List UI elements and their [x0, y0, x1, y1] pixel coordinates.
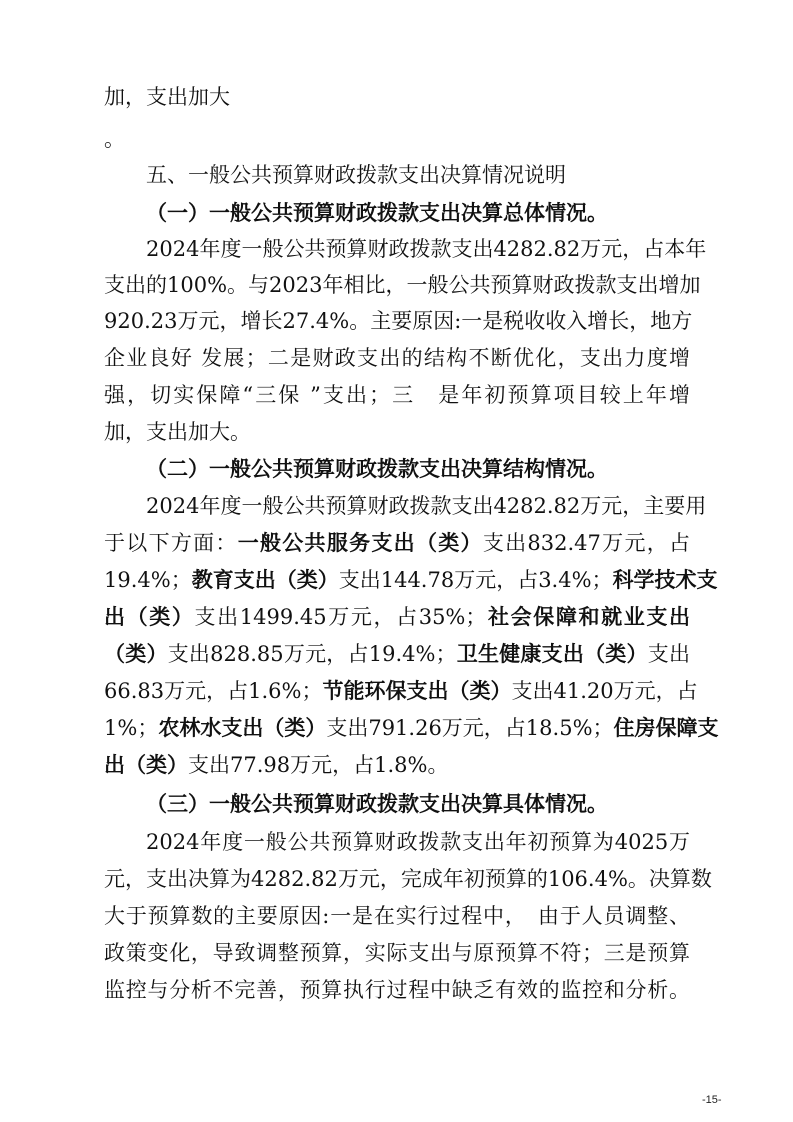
subsection-heading: （二）一般公共预算财政拨款支出决算结构情况。	[146, 457, 608, 481]
paragraph-line: 监控与分析不完善，预算执行过程中缺乏有效的监控和分析。	[104, 978, 690, 1002]
paragraph-line: 2024年度一般公共预算财政拨款支出4282.82万元，占本年	[146, 237, 707, 261]
text-line: 。	[104, 127, 125, 151]
paragraph-line	[104, 524, 690, 562]
paragraph-line: 元，支出决算为4282.82万元，完成年初预算的106.4%。决算数	[104, 867, 712, 891]
paragraph-line: 2024年度一般公共预算财政拨款支出4282.82万元，主要用	[146, 494, 707, 518]
text-run: 1%；	[104, 716, 159, 740]
paragraph-line	[104, 561, 718, 599]
subsection-heading: （一）一般公共预算财政拨款支出决算总体情况。	[146, 201, 608, 225]
paragraph-line: 政策变化，导致调整预算，实际支出与原预算不符；三是预算	[104, 941, 690, 965]
category-label: 节能环保支出（类）	[322, 679, 512, 703]
text-run: 19.4%；	[104, 568, 192, 592]
paragraph-line: 2024年度一般公共预算财政拨款支出年初预算为4025万	[146, 830, 690, 854]
text-run: 66.83万元，占1.6%；	[104, 679, 323, 703]
text-run: 支出832.47万元，占	[482, 531, 691, 555]
paragraph-line: 企业良好 发展；二是财政支出的结构不断优化，支出力度增	[104, 346, 690, 370]
category-label: 卫生健康支出（类）	[456, 642, 648, 666]
text-run: 支出144.78万元，占3.4%；	[338, 568, 613, 592]
paragraph-line: 920.23万元，增长27.4%。主要原因:一是税收收入增长，地方	[104, 309, 693, 333]
text-run: 支出	[647, 642, 691, 666]
text-run: 支出791.26万元，占18.5%；	[326, 716, 614, 740]
paragraph-line: 支出的100%。与2023年相比，一般公共预算财政拨款支出增加	[104, 273, 701, 297]
paragraph-line: 加，支出加大。	[104, 420, 251, 444]
paragraph-line	[104, 635, 690, 673]
paragraph-line	[104, 598, 690, 636]
page-number: -15-	[702, 1094, 722, 1106]
category-label: 出（类）	[104, 753, 188, 777]
category-label: 一般公共服务支出（类）	[237, 531, 483, 555]
category-label: 社会保障和就业支出	[486, 605, 691, 629]
text-run: 支出77.98万元，占1.8%。	[188, 753, 449, 777]
text-run: 支出41.20万元，占	[511, 679, 698, 703]
paragraph-line	[104, 672, 698, 710]
paragraph-line	[104, 709, 719, 747]
paragraph-line: 大于预算数的主要原因:一是在实行过程中， 由于人员调整、	[104, 904, 690, 928]
category-label: 农林水支出（类）	[158, 716, 327, 740]
category-label: （类）	[104, 642, 168, 666]
category-label: 出（类）	[104, 605, 195, 629]
subsection-heading: （三）一般公共预算财政拨款支出决算具体情况。	[146, 792, 608, 816]
section-heading: 五、一般公共预算财政拨款支出决算情况说明	[146, 163, 566, 187]
paragraph-line: 强，切实保障“三保 ”支出；三 是年初预算项目较上年增	[104, 383, 690, 407]
text-run: 支出1499.45万元，占35%；	[194, 605, 487, 629]
category-label: 教育支出（类）	[191, 568, 339, 592]
category-label: 科学技术支	[612, 568, 718, 592]
category-label: 住房保障支	[613, 716, 719, 740]
text-run: 支出828.85万元，占19.4%；	[167, 642, 457, 666]
text-line: 加，支出加大	[104, 85, 230, 109]
paragraph-line	[104, 746, 690, 784]
text-run: 于以下方面：	[104, 531, 238, 555]
